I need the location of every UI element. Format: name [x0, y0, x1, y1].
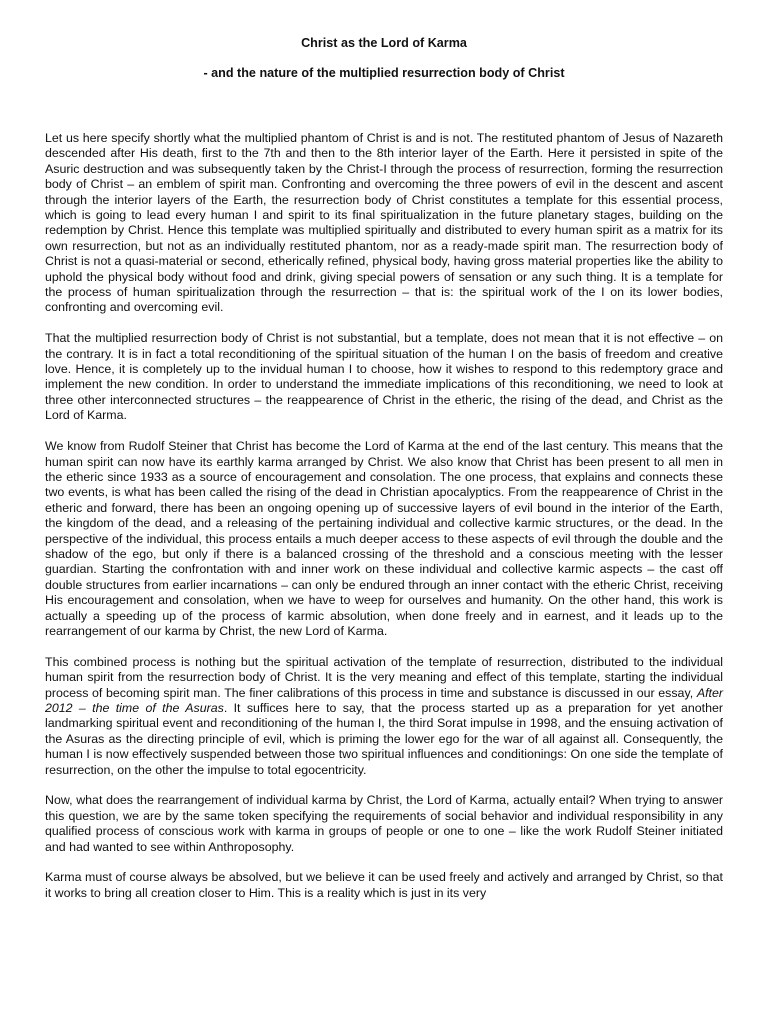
paragraph-1: Let us here specify shortly what the multiplied phantom of Christ is and is not. The restituted phantom of Jesus of Nazareth descended after His death, first to the 7th and then to the 8th interior layer of the Earth. Here it persisted in spite of the Asuric destruction and was subsequently taken by the Christ-I through the process of resurrection, forming the resurrection body of Christ – an emblem of spirit man. Confronting and overcoming the three powers of evil in the descent and ascent through the interior layers of the Earth, the resurrection body of Christ constitutes a template for this essential process, which is going to lead every human I and spirit to its final spiritualization in the future planetary stages, building on the redemption by Christ. Hence this template was multiplied spiritually and distributed to every human spirit as a matrix for its own resurrection, but not as an individually restituted phantom, nor as a ready-made spirit man. The resurrection body of Christ is not a quasi-material or second, etherically refined, physical body, having gross material properties like the ability to uphold the physical body without food and drink, giving special powers of sensation or any such thing. It is a template for the process of human spiritualization through the resurrection – that is: the spiritual work of the I on its lower bodies, confronting and overcoming evil.: [45, 131, 723, 315]
paragraph-5: Now, what does the rearrangement of individual karma by Christ, the Lord of Karma, actually entail? When trying to answer this question, we are by the same token specifying the requirements of social behavior and individual responsibility in any qualified process of conscious work with karma in groups of people or one to one – like the work Rudolf Steiner initiated and had wanted to see within Anthroposophy.: [45, 793, 723, 854]
page-title: Christ as the Lord of Karma: [301, 36, 467, 50]
paragraph-4-text-start: This combined process is nothing but the spiritual activation of the template of resurrection, distributed to the individual human spirit from the resurrection body of Christ. It is the very meaning and effect of this template, starting the individual process of becoming spirit man. The finer calibrations of this process in time and substance is discussed in our essay,: [45, 654, 723, 700]
document-body: [45, 131, 723, 917]
page-subtitle: - and the nature of the multiplied resurrection body of Christ: [203, 66, 565, 80]
paragraph-3: We know from Rudolf Steiner that Christ has become the Lord of Karma at the end of the last century. This means that the human spirit can now have its earthly karma arranged by Christ. We also know that Christ has been present to all men in the etheric since 1933 as a source of encouragement and consolation. The one process, that explains and connects these two events, is what has been called the rising of the dead in Christian apocalyptics. From the reappearence of Christ in the etheric and forward, there has been an ongoing opening up of successive layers of evil bound in the interior of the Earth, the kingdom of the dead, and a releasing of the pertaining individual and collective karmic structures, or the dead. In the perspective of the individual, this process entails a much deeper access to these aspects of evil through the double and the shadow of the ego, but only if there is a balanced crossing of the threshold and a conscious meeting with the lesser guardian. Starting the confrontation with and inner work on these individual and collective karmic aspects – the cast off double structures from earlier incarnations – can only be endured through an inner contact with the etheric Christ, receiving His encouragement and consolation, when we have to weep for ourselves and humanity. On the other hand, this work is actually a speeding up of the process of karmic absolution, when done freely and in earnest, and it leads up to the rearrangement of our karma by Christ, the new Lord of Karma.: [45, 439, 723, 638]
paragraph-6: Karma must of course always be absolved, but we believe it can be used freely and actively and arranged by Christ, so that it works to bring all creation closer to Him. This is a reality which is just in its very: [45, 870, 723, 900]
paragraph-2: That the multiplied resurrection body of Christ is not substantial, but a template, does not mean that it is not effective – on the contrary. It is in fact a total reconditioning of the spiritual situation of the human I on the basis of freedom and creative love. Hence, it is completely up to the invidual human I to choose, how it wishes to respond to this redemptory grace and implement the new condition. In order to understand the immediate implications of this reconditioning, we need to look at three other interconnected structures – the reappearence of Christ in the etheric, the rising of the dead, and Christ as the Lord of Karma.: [45, 331, 723, 423]
essay-title-reference: After 2012 – the time of the Asuras: [45, 685, 723, 715]
paragraph-4: [45, 655, 723, 778]
paragraph-4-text-end: . It suffices here to say, that the process started up as a preparation for yet another landmarking spiritual event and reconditioning of the human I, the third Sorat impulse in 1998, and the ensuing activation of the Asuras as the directing principle of evil, which is priming the lower ego for the war of all against all. Consequently, the human I is now effectively suspended between those two spiritual influences and conditionings: On one side the template of resurrection, on the other the impulse to total egocentricity.: [45, 700, 724, 777]
